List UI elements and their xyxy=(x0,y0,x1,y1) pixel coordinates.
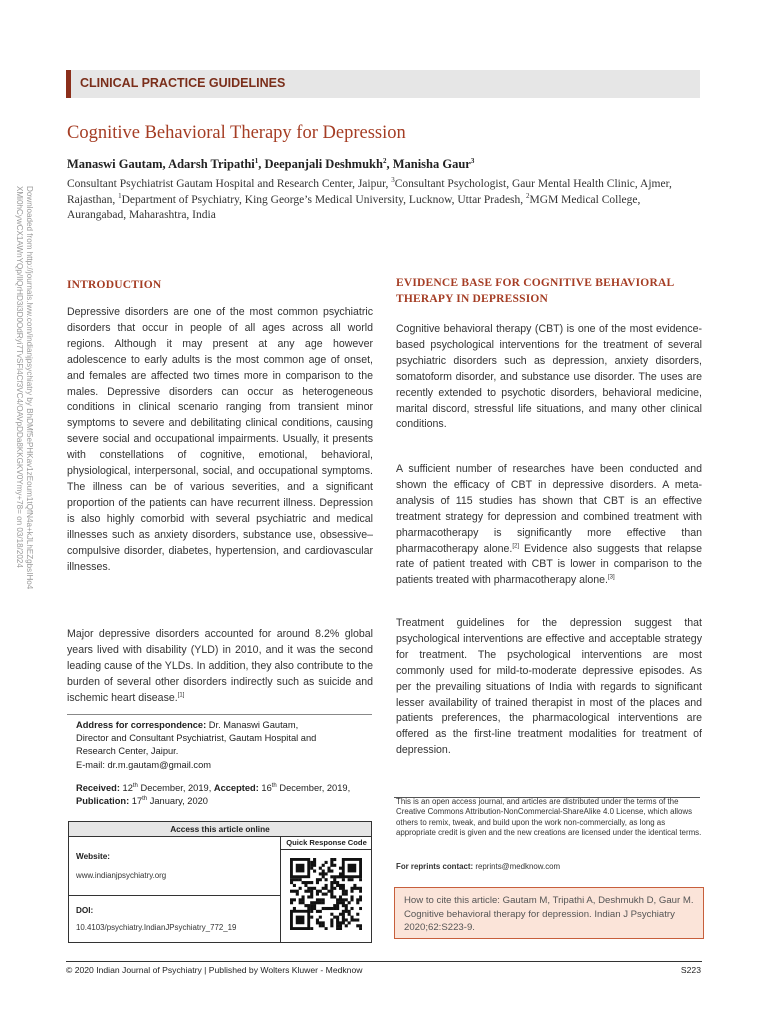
correspondence-name: Dr. Manaswi Gautam, xyxy=(206,720,299,730)
access-online-box xyxy=(68,821,372,943)
website-label: Website: xyxy=(76,852,110,861)
paragraph-text: Evidence also suggests that relapse rate of patient treated with CBT is lower in comparison to the patients treated with pharmacotherapy alone. xyxy=(396,542,702,587)
download-watermark xyxy=(4,186,34,716)
reprints-label: For reprints contact: xyxy=(396,862,474,871)
author-affiliation-mark: 1 xyxy=(254,156,259,165)
author-affiliation-mark: 2 xyxy=(382,156,387,165)
author-separator: , xyxy=(258,157,265,171)
publication-label: Publication: xyxy=(76,796,130,807)
affiliation-mark: 1 xyxy=(118,191,122,200)
footer-copyright: © 2020 Indian Journal of Psychiatry | Published by Wolters Kluwer - Medknow xyxy=(66,965,363,975)
footer-rule xyxy=(66,961,702,962)
website-link[interactable]: www.indianjpsychiatry.org xyxy=(76,871,167,880)
paragraph-text: Depressive disorders are one of the most common psychiatric disorders that occur in people of all ages across all world regions. Although it may present at any age however adolescence to early adults is the most common age of onset, and females are affected two times more in comparison to the males. Depressive disorders can occur as heterogeneous conditions in clinical scenario ranging from transient minor symptoms to severe and debilitating clinical conditions, causing severe social and occupational impairments. Usually, it presents with constellations of cognitive, emotional, behavioral, physiological, interpersonal, social, and occupational symptoms. The illness can be of various severities, and a significant proportion of the patients can have recurrent illness. Depression is also highly comorbid with several psychiatric and medical illnesses such as anxiety disorders, substance use, obsessive–compulsive disorder, diabetes, hypertension, and cardiovascular illnesses. xyxy=(67,306,373,573)
article-title: Cognitive Behavioral Therapy for Depression xyxy=(67,123,406,143)
banner-label: CLINICAL PRACTICE GUIDELINES xyxy=(80,76,286,90)
citation-ref[interactable]: [1] xyxy=(177,692,185,699)
paragraph-text: A sufficient number of researches have been conducted and shown the efficacy of CBT in depressive disorders. A meta-analysis of 115 studies has shown that CBT is an effective treatment strategy for depression and combined treatment with pharmacotherapy is significantly more effective than pharmacotherapy alone. xyxy=(396,463,702,555)
qr-code-icon[interactable] xyxy=(290,858,362,930)
evidence-paragraph-1 xyxy=(396,322,702,433)
author-name: Adarsh Tripathi xyxy=(168,157,255,171)
paragraph-text: Cognitive behavioral therapy (CBT) is one of the most evidence-based psychological interventions for the treatment of several psychiatric disorders such as depression, anxiety disorders, somatoform disorder, and substance use disorder. The uses are recently extended to psychotic disorders, behavioral medicine, marital discord, stressful life situations, and many other clinical conditions. xyxy=(396,323,702,431)
qr-label: Quick Response Code xyxy=(281,836,372,850)
author-list xyxy=(67,157,474,172)
author-affiliations xyxy=(67,177,701,224)
author-affiliation-mark: 3 xyxy=(470,156,475,165)
author-name: Manaswi Gautam xyxy=(67,157,163,171)
intro-paragraph-1 xyxy=(67,305,373,575)
qr-column xyxy=(280,836,372,942)
received-label: Received: xyxy=(76,783,120,793)
correspondence-institution: Research Center, Jaipur. xyxy=(76,746,179,757)
download-watermark-text: Downloaded from http://journals.lww.com/indianjpsychiatry by BhDMf5ePHKav1zEoum1tQfN4a+kJLhEZgbsIHo4 XMi0hCywCX1AWnYQp/IlQrHD3i3D0OdRyi7TvSFl4Cf3VC4/OAVpDDa8KKGKV0Ymy+78= on 03/18/2024 xyxy=(15,186,34,590)
correspondence-title: Director and Consultant Psychiatrist, Gautam Hospital and xyxy=(76,733,317,744)
affiliation-text: Department of Psychiatry, King George’s Medical University, Lucknow, Uttar Pradesh, xyxy=(121,193,527,206)
intro-paragraph-2 xyxy=(67,627,373,707)
doi-label: DOI: xyxy=(76,906,94,915)
accepted-label: Accepted: xyxy=(213,783,259,793)
author-name: Manisha Gaur xyxy=(392,157,471,171)
section-banner xyxy=(66,70,700,98)
reprints-contact xyxy=(396,862,560,871)
citation-box xyxy=(394,887,704,939)
affiliation-text: MGM Medical College, Aurangabad, Maharashtra, India xyxy=(67,193,641,222)
heading-evidence-base: EVIDENCE BASE FOR COGNITIVE BEHAVIORAL THERAPY IN DEPRESSION xyxy=(396,277,674,305)
access-header: Access this article online xyxy=(69,822,371,837)
paragraph-text: Major depressive disorders accounted for around 8.2% global years lived with disability (YLD) in 2010, and it was the second leading cause of the YLDs. In addition, they also contribute to the burden of several other disorders indirectly such as suicide and ischemic heart disease. xyxy=(67,628,373,704)
affiliation-text: Consultant Psychologist, Gaur Mental Health Clinic, Ajmer, Rajasthan, xyxy=(67,178,672,206)
correspondence-rule xyxy=(67,714,372,715)
license-text: This is an open access journal, and articles are distributed under the terms of the Creative Commons Attribution-NonCommercial-ShareAlike 4.0 License, which allows others to remix, tweak, and build upon the work non-commercially, as long as appropriate credit is given and the new creations are licensed under the identical terms. xyxy=(396,797,702,837)
author-separator: , xyxy=(386,157,393,171)
evidence-paragraph-2 xyxy=(396,462,702,589)
correspondence-label: Address for correspondence: xyxy=(76,720,207,730)
access-info xyxy=(76,836,276,942)
correspondence-block xyxy=(76,719,366,772)
heading-introduction: INTRODUCTION xyxy=(67,279,162,291)
access-divider xyxy=(69,895,280,896)
affiliation-mark: 3 xyxy=(391,176,395,185)
doi-link[interactable]: 10.4103/psychiatry.IndianJPsychiatry_772_19 xyxy=(76,923,237,932)
article-dates: Received: 12th December, 2019, Accepted: 16th December, 2019, Publication: 17th January, 2020 xyxy=(76,782,351,807)
author-name: Deepanjali Deshmukh xyxy=(264,157,383,171)
citation-text: How to cite this article: Gautam M, Tripathi A, Deshmukh D, Gaur M. Cognitive behavioral therapy for depression. Indian J Psychiatry 2020;62:S223-9. xyxy=(404,895,694,933)
page-number: S223 xyxy=(680,965,701,975)
evidence-paragraph-3 xyxy=(396,616,702,759)
author-separator: , xyxy=(162,157,169,171)
reprints-email[interactable]: reprints@medknow.com xyxy=(473,862,561,871)
affiliation-mark: 2 xyxy=(526,191,530,200)
paragraph-text: Treatment guidelines for the depression suggest that psychological interventions are effective and acceptable strategy for treatment. The psychological interventions are most commonly used for mild-to-moderate depressive episodes. As per the prevailing situations of India with regards to significant lesser availability of trained therapist in most of the places and patients preferences, the pharmacological interventions are offered as the first-line treatment modalities for treatment of depression. xyxy=(396,617,702,757)
citation-ref[interactable]: [2] xyxy=(512,543,520,549)
affiliation-text: Consultant Psychiatrist Gautam Hospital and Research Center, Jaipur, xyxy=(67,178,392,190)
correspondence-email[interactable]: E-mail: dr.m.gautam@gmail.com xyxy=(76,759,211,770)
citation-ref[interactable]: [3] xyxy=(608,574,615,581)
